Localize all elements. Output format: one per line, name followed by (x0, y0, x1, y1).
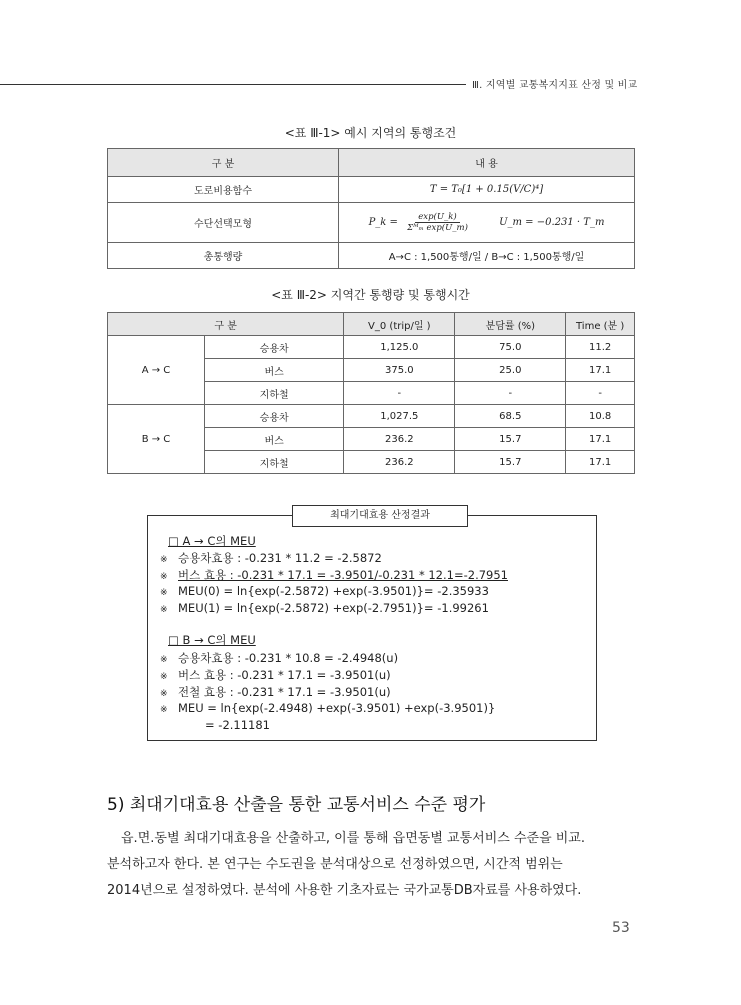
meu-line-text: 승용차효용 : -0.231 * 10.8 = -2.4948(u) (178, 651, 399, 665)
cell-share: 75.0 (455, 336, 566, 359)
table2-caption: <표 Ⅲ-2> 지역간 통행량 및 통행시간 (271, 288, 470, 302)
cell-v0: - (344, 382, 455, 405)
note-bullet: ※ (160, 705, 168, 715)
note-bullet: ※ (160, 572, 168, 582)
mode-label: 지하철 (205, 451, 344, 474)
row-label: 총통행량 (108, 243, 339, 269)
table-row (108, 405, 635, 428)
table1-caption: <표 Ⅲ-1> 예시 지역의 통행조건 (284, 126, 457, 140)
table1-header-content: 내 용 (339, 149, 635, 177)
meu-ac-heading: □ A → C의 MEU (168, 534, 256, 548)
cell-share: 15.7 (455, 428, 566, 451)
table2-header-share: 분담률 (%) (455, 313, 566, 336)
mode-label: 버스 (205, 359, 344, 382)
formula-denominator: Σᴹₘ exp(U_m) (407, 223, 468, 233)
total-volume: A→C : 1,500통행/일 / B→C : 1,500통행/일 (339, 243, 635, 269)
mode-label: 승용차 (205, 336, 344, 359)
table2-header-category: 구 분 (108, 313, 344, 336)
cell-time: 11.2 (566, 336, 635, 359)
table1 (107, 148, 635, 269)
meu-line-text: 버스 효용 : -0.231 * 17.1 = -3.9501/-0.231 * 12.1=-2.7951 (178, 568, 508, 582)
road-cost-formula: T = T₀[1 + 0.15(V/C)⁴] (339, 177, 635, 203)
cell-share: 15.7 (455, 451, 566, 474)
meu-line-text: MEU(0) = ln{exp(-2.5872) +exp(-3.9501)}= -2.35933 (178, 584, 489, 598)
meu-line-text: 버스 효용 : -0.231 * 17.1 = -3.9501(u) (178, 668, 391, 682)
note-bullet: ※ (160, 655, 168, 665)
meu-line (160, 667, 391, 683)
meu-line (160, 601, 489, 615)
note-bullet: ※ (160, 588, 168, 598)
cell-time: - (566, 382, 635, 405)
cell-time: 17.1 (566, 451, 635, 474)
meu-line (160, 567, 508, 583)
paragraph-line: 2014년으로 설정하였다. 분석에 사용한 기초자료는 국가교통DB자료를 사용하였다. (107, 883, 582, 898)
cell-share: - (455, 382, 566, 405)
meu-line-text: 승용차효용 : -0.231 * 11.2 = -2.5872 (178, 551, 382, 565)
table1-header-category: 구 분 (108, 149, 339, 177)
meu-line (160, 684, 391, 700)
table2-header-v0: V_0 (trip/일 ) (344, 313, 455, 336)
cell-time: 17.1 (566, 359, 635, 382)
row-label: 도로비용함수 (108, 177, 339, 203)
cell-v0: 236.2 (344, 451, 455, 474)
row-label: 수단선택모형 (108, 203, 339, 243)
mode-label: 버스 (205, 428, 344, 451)
note-bullet: ※ (160, 555, 168, 565)
meu-line (160, 650, 398, 666)
paragraph-line: 읍.면.동별 최대기대효용을 산출하고, 이를 통해 읍면동별 교통서비스 수준을 비교. (121, 831, 586, 846)
note-bullet: ※ (160, 689, 168, 699)
table-row (108, 243, 635, 269)
table-row (108, 203, 635, 243)
cell-share: 68.5 (455, 405, 566, 428)
cell-v0: 1,125.0 (344, 336, 455, 359)
paragraph-line: 분석하고자 한다. 본 연구는 수도권을 분석대상으로 선정하였으면, 시간적 범위는 (107, 857, 563, 872)
formula-lhs: P_k = (368, 217, 398, 228)
cell-v0: 236.2 (344, 428, 455, 451)
page-number: 53 (612, 920, 630, 936)
note-bullet: ※ (160, 605, 168, 615)
formula-fraction (404, 212, 471, 233)
table-row (108, 336, 635, 359)
meu-bc-heading: □ B → C의 MEU (168, 633, 256, 647)
table2-header-time: Time (분 ) (566, 313, 635, 336)
meu-line-text: MEU = ln{exp(-2.4948) +exp(-3.9501) +exp(-3.9501)} (178, 701, 496, 715)
meu-line (160, 550, 382, 566)
table-row (108, 177, 635, 203)
meu-box-title: 최대기대효용 산정결과 (292, 505, 468, 527)
formula-utility: U_m = −0.231 · T_m (499, 217, 605, 228)
table2 (107, 312, 635, 474)
mode-choice-formula (339, 203, 635, 243)
formula-numerator: exp(U_k) (415, 212, 459, 223)
mode-label: 승용차 (205, 405, 344, 428)
mode-label: 지하철 (205, 382, 344, 405)
section-title: 5) 최대기대효용 산출을 통한 교통서비스 수준 평가 (107, 795, 486, 815)
meu-line-text: 전철 효용 : -0.231 * 17.1 = -3.9501(u) (178, 685, 391, 699)
running-header: Ⅲ. 지역별 교통복지지표 산정 및 비교 (472, 80, 638, 91)
group-label: B → C (108, 405, 205, 474)
meu-line-text: = -2.11181 (205, 718, 270, 732)
meu-line (160, 701, 495, 715)
cell-time: 17.1 (566, 428, 635, 451)
note-bullet: ※ (160, 672, 168, 682)
header-rule (0, 84, 466, 85)
meu-line (160, 584, 489, 598)
meu-line-text: MEU(1) = ln{exp(-2.5872) +exp(-2.7951)}= -1.99261 (178, 601, 489, 615)
cell-share: 25.0 (455, 359, 566, 382)
cell-v0: 1,027.5 (344, 405, 455, 428)
cell-v0: 375.0 (344, 359, 455, 382)
group-label: A → C (108, 336, 205, 405)
cell-time: 10.8 (566, 405, 635, 428)
